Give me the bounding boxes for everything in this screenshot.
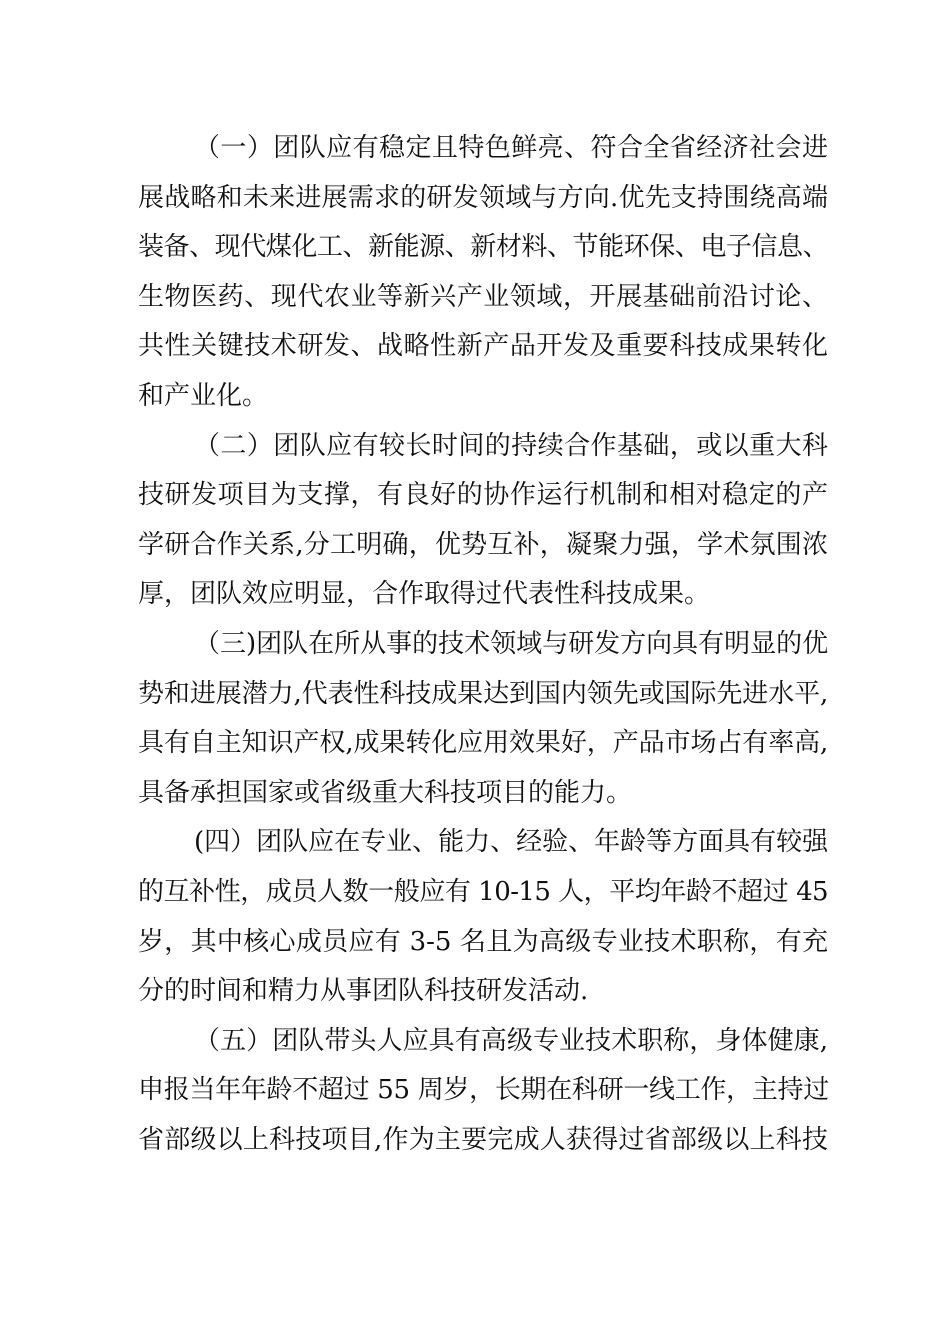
text-line: 分的时间和精力从事团队科技研发活动. [138,976,589,1007]
paragraph-3 [138,620,828,818]
text-line: 厚，团队效应明显，合作取得过代表性科技成果。 [138,579,711,610]
paragraph-1 [138,124,828,422]
text-line: 技研发项目为支撑，有良好的协作运行机制和相对稳定的产 [138,480,828,511]
text-line: 势和进展潜力,代表性科技成果达到国内领先或国际先进水平, [138,678,828,709]
text-line: 岁，其中核心成员应有 3-5 名且为高级专业技术职称，有充 [138,926,828,957]
text-line: （一）团队应有稳定且特色鲜亮、符合全省经济社会进 [194,133,828,163]
text-line: 生物医药、现代农业等新兴产业领域，开展基础前沿讨论、 [138,281,828,312]
text-line: （三)团队在所从事的技术领域与研发方向具有明显的优 [194,628,829,659]
text-line: 具有自主知识产权,成果转化应用效果好，产品市场占有率高, [138,728,828,759]
text-line: 省部级以上科技项目,作为主要完成人获得过省部级以上科技 [138,1124,828,1155]
text-line: （二）团队应有较长时间的持续合作基础，或以重大科 [194,430,828,461]
paragraph-4 [138,818,828,1016]
document-body [138,124,828,1165]
paragraph-5 [138,1017,828,1166]
text-line: 共性关键技术研发、战略性新产品开发及重要科技成果转化 [138,331,828,362]
text-line: 展战略和未来进展需求的研发领域与方向.优先支持围绕高端 [138,182,828,213]
text-line: 申报当年年龄不超过 55 周岁，长期在科研一线工作，主持过 [138,1075,829,1106]
text-line: (四）团队应在专业、能力、经验、年龄等方面具有较强 [194,827,829,858]
text-line: 学研合作关系,分工明确，优势互补，凝聚力强，学术氛围浓 [138,529,828,560]
paragraph-2 [138,422,828,620]
text-line: 的互补性，成员人数一般应有 10-15 人，平均年龄不超过 45 [138,876,828,907]
text-line: 具备承担国家或省级重大科技项目的能力。 [138,777,633,808]
text-line: 和产业化。 [138,380,269,411]
text-line: （五）团队带头人应具有高级专业技术职称，身体健康, [194,1025,828,1056]
text-line: 装备、现代煤化工、新能源、新材料、节能环保、电子信息、 [138,232,828,263]
